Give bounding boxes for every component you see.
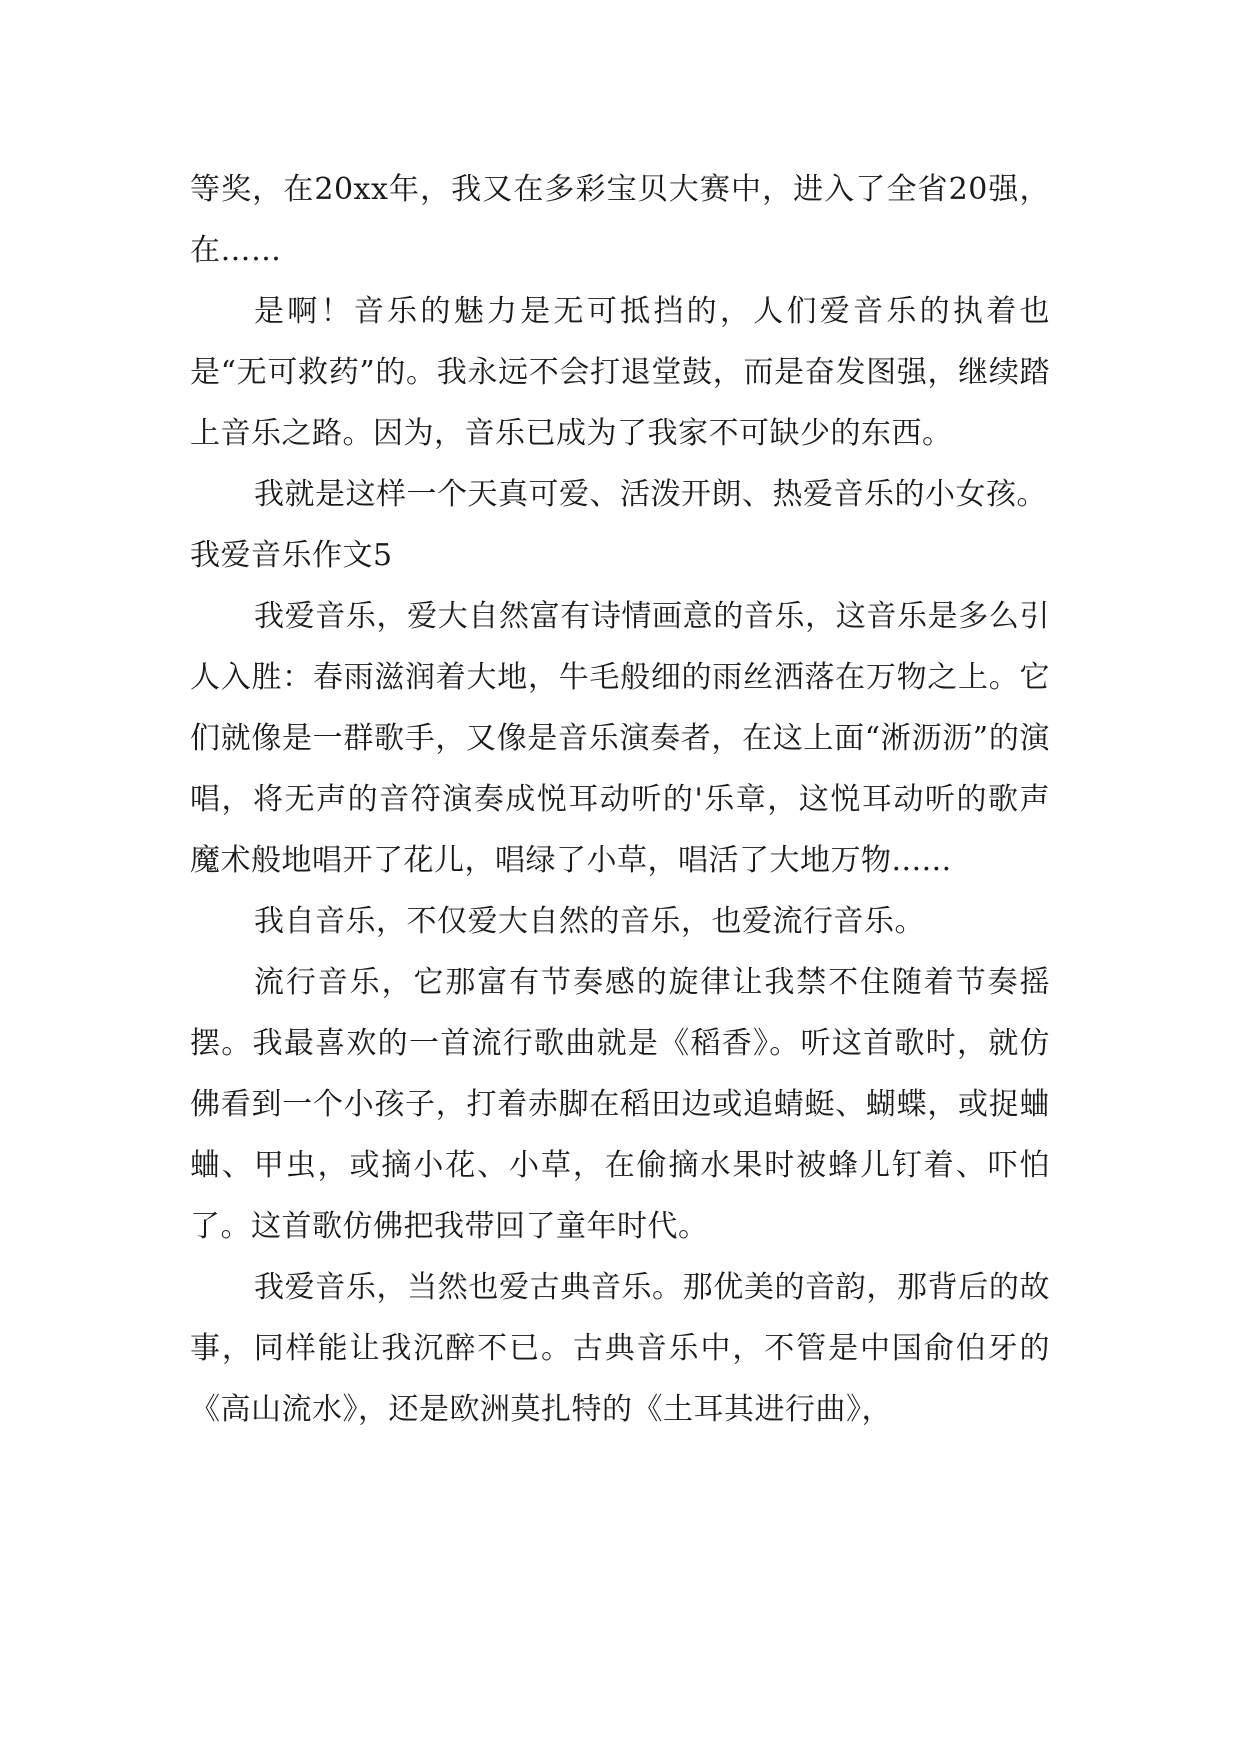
document-body [190,159,1050,1440]
paragraph-self-description: 我就是这样一个天真可爱、活泼开朗、热爱音乐的小女孩。 [254,477,1047,512]
paragraph-classical-music: 我爱音乐，当然也爱古典音乐。那优美的音韵，那背后的故事，同样能让我沉醉不已。古典音乐中，不管是中国俞伯牙的《高山流水》，还是欧洲莫扎特的《土耳其进行曲》， [190,1270,1050,1427]
paragraph-pop-music: 流行音乐，它那富有节奏感的旋律让我禁不住随着节奏摇摆。我最喜欢的一首流行歌曲就是《稻香》。听这首歌时，就仿佛看到一个小孩子，打着赤脚在稻田边或追蜻蜓、蝴蝶，或捉蛐蛐、甲虫，或摘小花、小草，在偷摘水果时被蜂儿钉着、吓怕了。这首歌仿佛把我带回了童年时代。 [190,965,1050,1244]
paragraph-music-charm: 是啊！音乐的魅力是无可抵挡的，人们爱音乐的执着也是“无可救药”的。我永远不会打退堂鼓，而是奋发图强，继续踏上音乐之路。因为，音乐已成为了我家不可缺少的东西。 [190,294,1050,451]
paragraph-pop-music-intro: 我自音乐，不仅爱大自然的音乐，也爱流行音乐。 [254,904,925,939]
paragraph-nature-music: 我爱音乐，爱大自然富有诗情画意的音乐，这音乐是多么引人入胜：春雨滋润着大地，牛毛般细的雨丝洒落在万物之上。它们就像是一群歌手，又像是音乐演奏者，在这上面“淅沥沥”的演唱，将无声的音符演奏成悦耳动听的'乐章，这悦耳动听的歌声魔术般地唱开了花儿，唱绿了小草，唱活了大地万物...... [190,599,1050,878]
essay-heading: 我爱音乐作文5 [190,538,393,573]
paragraph-award-continuation: 等奖，在20xx年，我又在多彩宝贝大赛中，进入了全省20强，在…… [190,172,1050,268]
